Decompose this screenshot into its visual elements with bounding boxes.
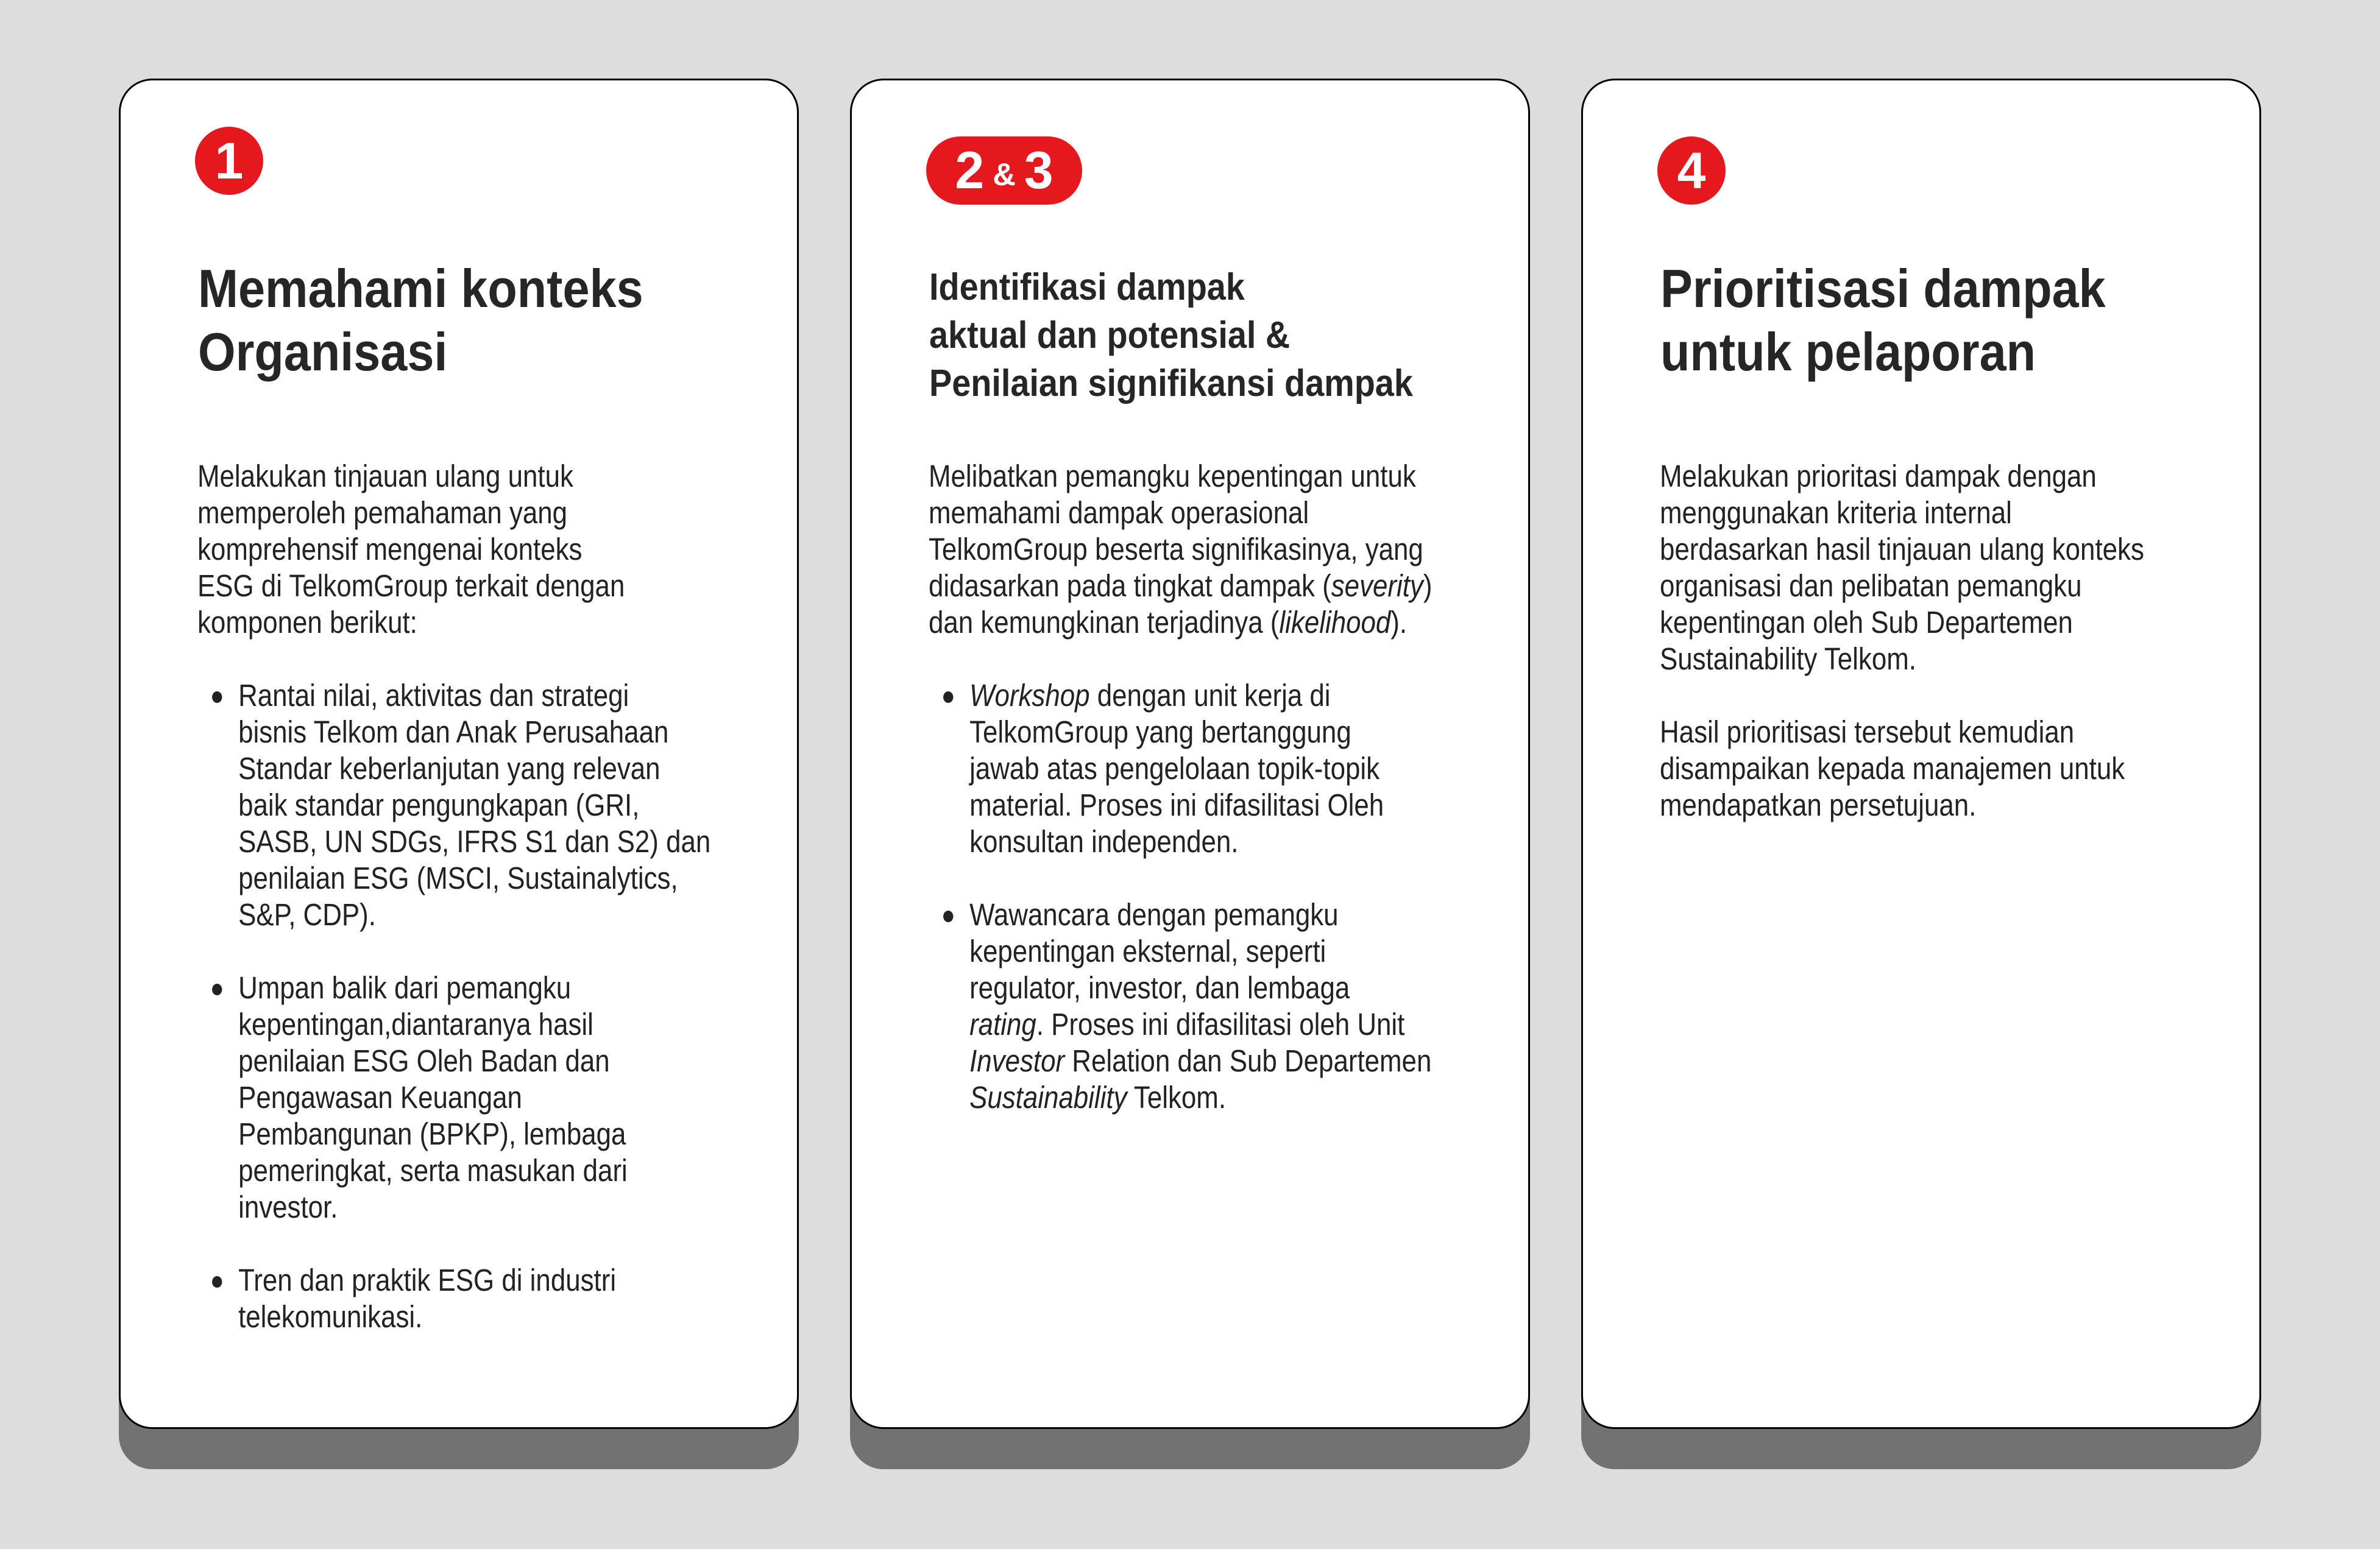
- text-line: [1660, 531, 2144, 568]
- bullet-dot-icon: [943, 691, 953, 703]
- text-run: Melakukan tinjauan ulang untuk: [197, 459, 573, 493]
- text-line: [238, 677, 710, 714]
- bullet-item: [197, 677, 710, 933]
- title-line: Penilaian signifikansi dampak: [929, 362, 1413, 404]
- text-run: material. Proses ini difasilitasi Oleh: [969, 788, 1384, 822]
- text-line: [1660, 641, 2144, 677]
- bullet-item: [197, 970, 710, 1226]
- text-run: ): [1423, 568, 1433, 603]
- text-run: Umpan balik dari pemangku: [238, 970, 572, 1005]
- card-body: [1581, 79, 2261, 1429]
- text-run: penilaian ESG Oleh Badan dan: [238, 1043, 610, 1078]
- text-run: investor.: [238, 1190, 338, 1224]
- text-run: Tren dan praktik ESG di industri: [238, 1263, 617, 1297]
- text-run: penilaian ESG (MSCI, Sustainalytics,: [238, 861, 678, 895]
- text-line: [1660, 495, 2144, 531]
- text-line: [238, 1079, 710, 1116]
- text-run: komponen berikut:: [197, 605, 417, 640]
- text-run: didasarkan pada tingkat dampak (: [929, 568, 1331, 603]
- text-line: [969, 677, 1432, 714]
- text-line: [238, 714, 710, 750]
- text-line: [238, 1262, 710, 1299]
- text-line: [969, 970, 1432, 1006]
- text-line: [238, 860, 710, 897]
- text-line: [197, 495, 710, 531]
- text-line: [969, 787, 1432, 824]
- text-line: [238, 970, 710, 1006]
- text-run: dengan unit kerja di: [1089, 678, 1331, 713]
- text-run: . Proses ini difasilitasi oleh Unit: [1036, 1007, 1405, 1042]
- text-line: [1660, 604, 2144, 641]
- text-line: [969, 897, 1432, 933]
- text-run: Melakukan prioritasi dampak dengan: [1660, 459, 2097, 493]
- text-line: [238, 1006, 710, 1043]
- text-run: bisnis Telkom dan Anak Perusahaan: [238, 715, 669, 749]
- intro-paragraph: [197, 458, 710, 641]
- spacer: [1660, 677, 2144, 714]
- text-line: [969, 824, 1432, 860]
- text-line: [1660, 714, 2144, 750]
- badge-number: 1: [214, 132, 244, 189]
- text-run: berdasarkan hasil tinjauan ulang konteks: [1660, 532, 2144, 566]
- badge-ampersand: &: [993, 157, 1016, 192]
- text-line: [238, 1116, 710, 1152]
- text-line: [969, 1079, 1432, 1116]
- text-run: jawab atas pengelolaan topik-topik: [969, 751, 1380, 786]
- step-number-badge: [1657, 136, 1726, 205]
- text-run: Sustainability Telkom.: [1660, 641, 1916, 676]
- text-line: [969, 714, 1432, 750]
- text-line: [238, 1152, 710, 1189]
- text-line: [197, 531, 710, 568]
- text-run: S&P, CDP).: [238, 897, 376, 932]
- spacer: [929, 860, 1432, 897]
- badge-number: 2: [955, 141, 985, 200]
- intro-paragraph: [929, 458, 1432, 641]
- step-card-1: [119, 79, 799, 1429]
- badge-number: 3: [1024, 141, 1054, 200]
- text-line: [238, 1043, 710, 1079]
- text-run: dan kemungkinan terjadinya (: [929, 605, 1280, 640]
- text-line: [197, 604, 710, 641]
- title-line: Memahami konteks: [198, 258, 643, 319]
- text-run: menggunakan kriteria internal: [1660, 495, 2012, 530]
- text-line: [197, 568, 710, 604]
- card-body: [119, 79, 799, 1429]
- text-run: pemeringkat, serta masukan dari: [238, 1153, 628, 1188]
- text-run: baik standar pengungkapan (GRI,: [238, 788, 640, 822]
- text-line: [238, 824, 710, 860]
- text-line: [929, 604, 1432, 641]
- text-line: [238, 787, 710, 824]
- text-line: [197, 458, 710, 495]
- bullet-item: [929, 897, 1432, 1116]
- italic-term: Investor: [969, 1043, 1065, 1078]
- text-line: [238, 1299, 710, 1335]
- italic-term: severity: [1331, 568, 1423, 603]
- title-line: aktual dan potensial &: [929, 314, 1291, 356]
- text-run: memahami dampak operasional: [929, 495, 1309, 530]
- step-card-4: [1581, 79, 2261, 1429]
- card-text: [1660, 458, 2144, 824]
- title-line: Identifikasi dampak: [929, 266, 1245, 308]
- text-run: SASB, UN SDGs, IFRS S1 dan S2) dan: [238, 824, 711, 859]
- text-line: [929, 531, 1432, 568]
- step-number-badge: [926, 136, 1082, 205]
- card-text: [929, 458, 1432, 1116]
- bullet-dot-icon: [943, 911, 953, 922]
- text-line: [1660, 458, 2144, 495]
- text-line: [929, 495, 1432, 531]
- title-line: untuk pelaporan: [1660, 322, 2036, 382]
- italic-term: likelihood: [1279, 605, 1391, 640]
- spacer: [197, 1226, 710, 1262]
- text-run: Relation dan Sub Departemen: [1064, 1043, 1432, 1078]
- text-run: Hasil prioritisasi tersebut kemudian: [1660, 715, 2075, 749]
- bullet-dot-icon: [212, 1276, 222, 1288]
- text-run: ).: [1390, 605, 1408, 640]
- bullet-item: [197, 1262, 710, 1335]
- text-run: Melibatkan pemangku kepentingan untuk: [929, 459, 1416, 493]
- text-run: mendapatkan persetujuan.: [1660, 788, 1977, 822]
- text-run: TelkomGroup yang bertanggung: [969, 715, 1351, 749]
- title-line: Organisasi: [198, 322, 448, 382]
- bullet-dot-icon: [212, 691, 222, 703]
- spacer: [197, 641, 710, 677]
- text-run: Telkom.: [1127, 1080, 1227, 1115]
- step-number-badge: [195, 127, 263, 195]
- text-run: Pengawasan Keuangan: [238, 1080, 522, 1115]
- text-line: [969, 933, 1432, 970]
- card-title: [198, 257, 643, 384]
- bullet-item: [929, 677, 1432, 860]
- text-line: [238, 897, 710, 933]
- text-line: [969, 1006, 1432, 1043]
- text-line: [238, 750, 710, 787]
- text-run: Wawancara dengan pemangku: [969, 897, 1339, 932]
- text-line: [1660, 750, 2144, 787]
- spacer: [929, 641, 1432, 677]
- text-run: konsultan independen.: [969, 824, 1239, 859]
- italic-term: rating: [969, 1007, 1036, 1042]
- text-line: [969, 1043, 1432, 1079]
- text-run: TelkomGroup beserta signifikasinya, yang: [929, 532, 1423, 566]
- text-line: [1660, 568, 2144, 604]
- text-run: komprehensif mengenai konteks: [197, 532, 583, 566]
- card-title: [929, 263, 1413, 408]
- card-title: [1660, 257, 2106, 384]
- paragraph: [1660, 714, 2144, 824]
- text-line: [969, 750, 1432, 787]
- text-line: [1660, 787, 2144, 824]
- text-run: organisasi dan pelibatan pemangku: [1660, 568, 2082, 603]
- badge-number: 4: [1677, 141, 1706, 199]
- text-run: kepentingan oleh Sub Departemen: [1660, 605, 2073, 640]
- intro-paragraph: [1660, 458, 2144, 677]
- text-run: kepentingan eksternal, seperti: [969, 934, 1326, 969]
- text-run: Rantai nilai, aktivitas dan strategi: [238, 678, 629, 713]
- italic-term: Sustainability: [969, 1080, 1127, 1115]
- spacer: [197, 933, 710, 970]
- text-run: disampaikan kepada manajemen untuk: [1660, 751, 2125, 786]
- card-text: [197, 458, 710, 1335]
- text-run: kepentingan,diantaranya hasil: [238, 1007, 593, 1042]
- card-body: [850, 79, 1530, 1429]
- bullet-dot-icon: [212, 984, 222, 995]
- text-line: [929, 458, 1432, 495]
- title-line: Prioritisasi dampak: [1660, 258, 2106, 319]
- text-run: memperoleh pemahaman yang: [197, 495, 568, 530]
- text-line: [238, 1189, 710, 1226]
- text-run: regulator, investor, dan lembaga: [969, 970, 1350, 1005]
- text-run: ESG di TelkomGroup terkait dengan: [197, 568, 625, 603]
- text-run: telekomunikasi.: [238, 1299, 423, 1334]
- italic-term: Workshop: [969, 678, 1090, 713]
- text-run: Standar keberlanjutan yang relevan: [238, 751, 661, 786]
- step-card-2-3: [850, 79, 1530, 1429]
- text-line: [929, 568, 1432, 604]
- text-run: Pembangunan (BPKP), lembaga: [238, 1117, 626, 1151]
